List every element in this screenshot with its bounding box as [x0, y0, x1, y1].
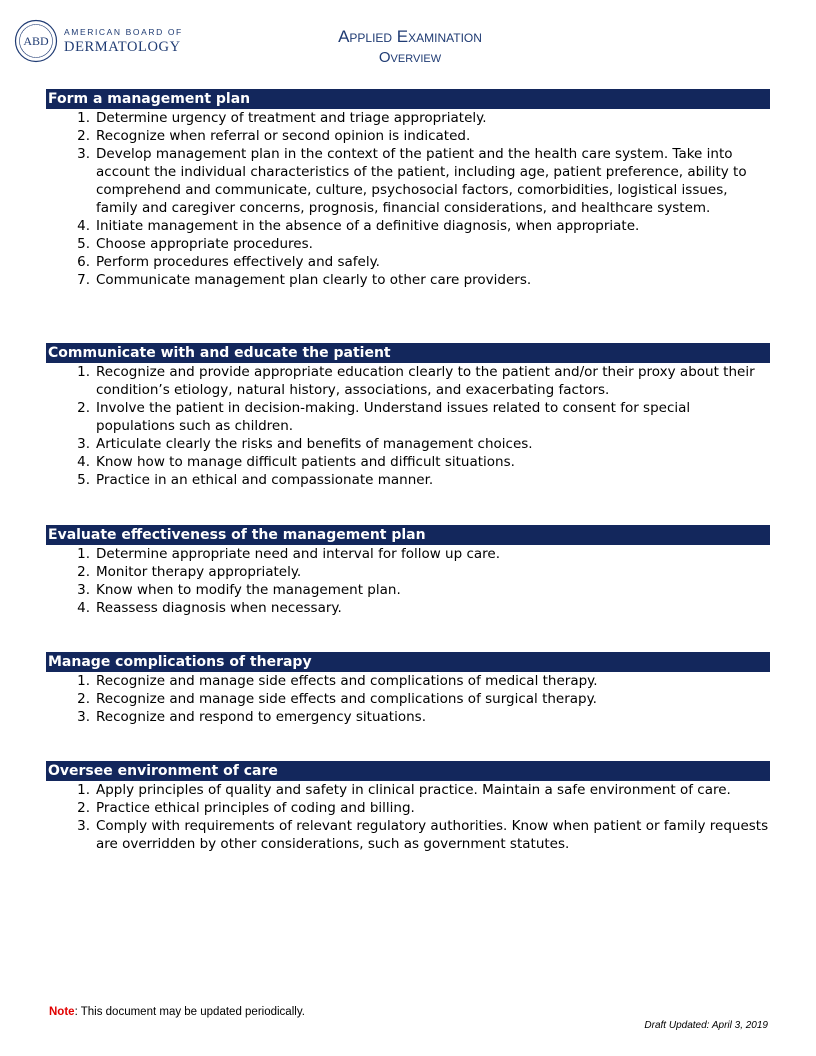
- logo-line-1: AMERICAN BOARD OF: [64, 27, 183, 37]
- list-item: 6. Perform procedures effectively and safely.: [77, 254, 380, 270]
- section-communicate-educate: [46, 343, 770, 489]
- list-item: 2. Involve the patient in decision-making. Understand issues related to consent for special populations such as children.: [77, 400, 691, 434]
- list-item: 4. Reassess diagnosis when necessary.: [77, 600, 342, 616]
- item-list: [46, 363, 770, 489]
- abd-seal-icon: [14, 19, 58, 63]
- item-list: [46, 672, 770, 726]
- note-text: : This document may be updated periodically.: [74, 1006, 305, 1018]
- list-item: 1. Determine urgency of treatment and triage appropriately.: [77, 110, 487, 126]
- logo-wordmark: [64, 28, 183, 54]
- item-list: [46, 781, 770, 853]
- list-item: 4. Initiate management in the absence of a definitive diagnosis, when appropriate.: [77, 218, 640, 234]
- list-item: 2. Practice ethical principles of coding and billing.: [77, 800, 415, 816]
- list-item: 7. Communicate management plan clearly to other care providers.: [77, 272, 532, 288]
- title-block: [200, 26, 620, 68]
- list-item: 3. Know when to modify the management plan.: [77, 582, 401, 598]
- page-title: Applied Examination: [338, 27, 482, 46]
- section-heading: Manage complications of therapy: [46, 652, 770, 672]
- item-list: [46, 545, 770, 617]
- list-item: 1. Apply principles of quality and safety in clinical practice. Maintain a safe environment of care.: [77, 782, 731, 798]
- list-item: 1. Determine appropriate need and interval for follow up care.: [77, 546, 501, 562]
- list-item: 2. Recognize and manage side effects and complications of surgical therapy.: [77, 691, 597, 707]
- list-item: 3. Articulate clearly the risks and benefits of management choices.: [77, 436, 533, 452]
- page-subtitle: Overview: [378, 49, 442, 66]
- list-item: 3. Recognize and respond to emergency situations.: [77, 709, 426, 725]
- svg-text:ABD: ABD: [23, 34, 49, 48]
- section-oversee-environment: [46, 761, 770, 853]
- section-heading: Communicate with and educate the patient: [46, 343, 770, 363]
- section-heading: Evaluate effectiveness of the management plan: [46, 525, 770, 545]
- list-item: 2. Recognize when referral or second opinion is indicated.: [77, 128, 471, 144]
- list-item: 1. Recognize and provide appropriate education clearly to the patient and/or their proxy about their condition’s etiology, natural history, associations, and exacerbating factors.: [77, 364, 755, 398]
- list-item: 4. Know how to manage difficult patients and difficult situations.: [77, 454, 515, 470]
- note-label: Note: [49, 1006, 75, 1018]
- list-item: 2. Monitor therapy appropriately.: [77, 564, 302, 580]
- list-item: 1. Recognize and manage side effects and complications of medical therapy.: [77, 673, 598, 689]
- item-list: [46, 109, 770, 289]
- list-item: 3. Comply with requirements of relevant regulatory authorities. Know when patient or family requests are overridden by other considerations, such as government statutes.: [77, 818, 769, 852]
- section-evaluate-effectiveness: [46, 525, 770, 617]
- abd-logo: [14, 16, 183, 66]
- footer-note: [49, 1006, 305, 1018]
- section-heading: Form a management plan: [46, 89, 770, 109]
- logo-line-2: DERMATOLOGY: [64, 38, 181, 55]
- section-form-management-plan: [46, 89, 770, 289]
- draft-updated: Draft Updated: April 3, 2019: [644, 1020, 768, 1031]
- section-heading: Oversee environment of care: [46, 761, 770, 781]
- list-item: 3. Develop management plan in the context of the patient and the health care system. Take into account the individual characteristics of the patient, including age, patient preference, ability to comprehend and communicate, culture, psychosocial factors, comorbidities, logistical issues, family and caregiver concerns, prognosis, financial considerations, and healthcare system.: [77, 146, 747, 216]
- list-item: 5. Choose appropriate procedures.: [77, 236, 313, 252]
- section-manage-complications: [46, 652, 770, 726]
- list-item: 5. Practice in an ethical and compassionate manner.: [77, 472, 434, 488]
